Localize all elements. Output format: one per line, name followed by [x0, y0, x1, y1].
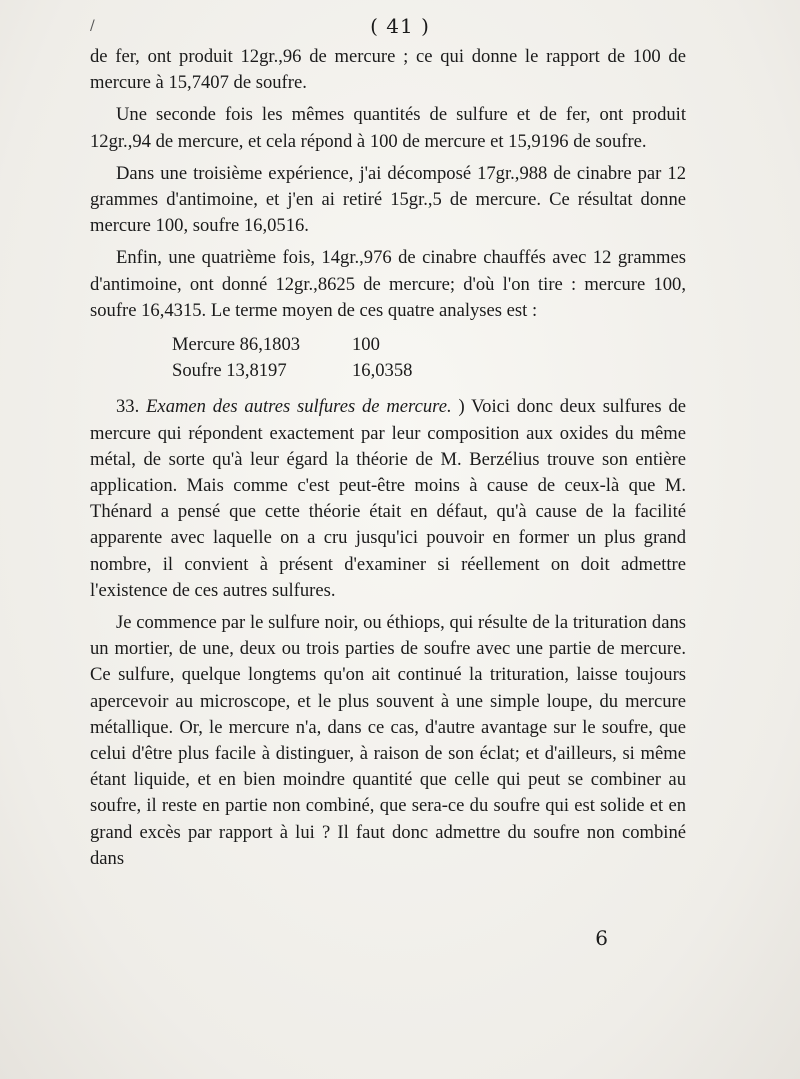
table-row: Soufre 13,8197 16,0358 [172, 358, 686, 384]
paragraph-4: Enfin, une quatrième fois, 14gr.,976 de cinabre chauffés avec 12 grammes d'antimoine, ont donné 12gr.,8625 de mercure; d'où l'on tire : mercure 100, soufre 16,4315. Le terme moyen de ces quatre analyses est : [90, 247, 686, 321]
average-table [172, 332, 686, 384]
section-title: Examen des autres sulfures de mercure. [146, 396, 452, 418]
table-label: Soufre 13,8197 [172, 360, 287, 382]
paragraph-2: Une seconde fois les mêmes quantités de sulfure et de fer, ont produit 12gr.,94 de mercure, et cela répond à 100 de mercure et 15,9196 de soufre. [90, 104, 686, 152]
paragraph-1: de fer, ont produit 12gr.,96 de mercure ; ce qui donne le rapport de 100 de mercure à 15,7407 de soufre. [90, 46, 686, 94]
signature-mark: 6 [595, 926, 608, 950]
section-text: ) Voici donc deux sulfures de mercure qui répondent exactement par leur composition aux oxides du même métal, de sorte qu'à leur égard la théorie de M. Berzélius trouve son entière application. Mais comme c'est peut-être moins à cause de ceux-là que M. Thénard a pensé que cette théorie était en défaut, qu'à cause de la facilité apparente avec laquelle on a cru jusqu'ici pouvoir en former un plus grand nombre, il convient à présent d'examiner si réellement on doit admettre l'existence de ces autres sulfures. [90, 396, 686, 601]
corner-mark: / [90, 18, 95, 34]
paragraph-6: Je commence par le sulfure noir, ou éthiops, qui résulte de la trituration dans un mortier, de une, deux ou trois parties de soufre avec une partie de mercure. Ce sulfure, quelque longtems qu'on ait continué la trituration, laisse toujours apercevoir au microscope, et le plus souvent à une simple loupe, du mercure métallique. Or, le mercure n'a, dans ce cas, d'autre avantage sur le soufre, que celui d'être plus facile à distinguer, à raison de son éclat; et d'ailleurs, si même étant liquide, et en bien moindre quantité que celle qui peut se combiner au soufre, il reste en partie non combiné, que sera-ce du soufre qui est solide et en grand excès par rapport à lui ? Il faut donc admettre du soufre non combiné dans [90, 612, 686, 869]
table-label: Mercure 86,1803 [172, 334, 301, 356]
page-body [90, 44, 686, 878]
paragraph-3: Dans une troisième expérience, j'ai décomposé 17gr.,988 de cinabre par 12 grammes d'antimoine, et j'en ai retiré 15gr.,5 de mercure. Ce résultat donne mercure 100, soufre 16,0516. [90, 162, 686, 237]
section-number: 33. [116, 396, 140, 418]
paragraph-5 [90, 394, 686, 604]
page-number: ( 41 ) [370, 14, 430, 38]
table-row: Mercure 86,1803 100 [172, 332, 686, 358]
